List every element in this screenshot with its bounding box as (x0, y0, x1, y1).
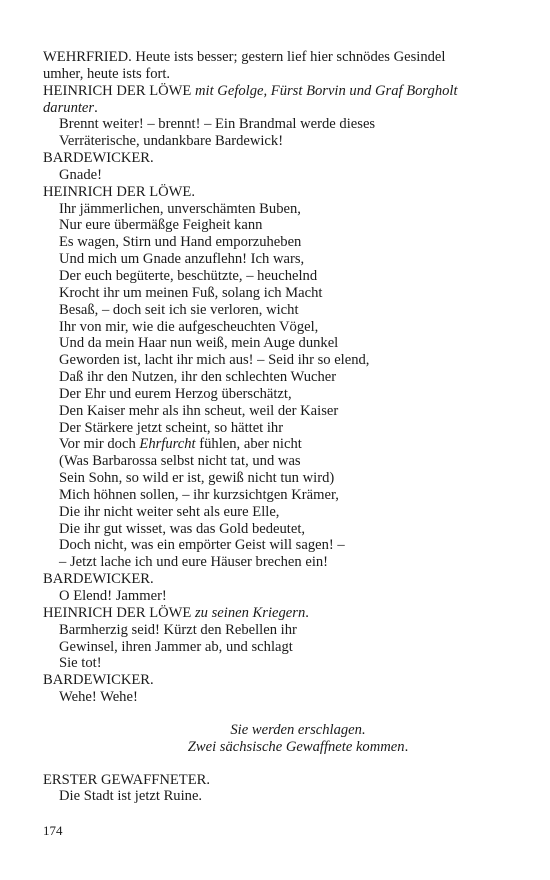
text-run: Vor mir doch (59, 436, 140, 453)
text-run: Daß ihr den Nutzen, ihr den schlechten Wucher (59, 369, 337, 386)
text-line (43, 403, 513, 420)
text-run: BARDEWICKER. (43, 672, 154, 689)
text-run: Verräterische, undankbare Bardewick! (59, 133, 284, 150)
text-line (43, 352, 513, 369)
text-line (43, 335, 513, 352)
text-line (43, 302, 513, 319)
text-run: . (94, 99, 98, 116)
text-run: Gnade! (59, 166, 102, 183)
text-run: Krocht ihr um meinen Fuß, solang ich Macht (59, 284, 323, 301)
text-line (43, 217, 513, 234)
stage-direction-line (43, 722, 513, 739)
text-line (43, 66, 513, 83)
text-run: Und da mein Haar nun weiß, mein Auge dunkel (59, 335, 339, 352)
text-line (43, 537, 513, 554)
text-line (43, 470, 513, 487)
text-run: Und mich um Gnade anzuflehn! Ich wars, (59, 251, 305, 268)
text-run: Die Stadt ist jetzt Ruine. (59, 788, 203, 805)
text-run: Die ihr gut wisset, was das Gold bedeutet, (59, 520, 306, 537)
text-run: Besaß, – doch seit ich sie verloren, wicht (59, 301, 299, 318)
text-run: HEINRICH DER LÖWE. (43, 183, 195, 200)
text-line (43, 386, 513, 403)
text-run: BARDEWICKER. (43, 150, 154, 167)
text-line (43, 487, 513, 504)
text-run: Der euch begüterte, beschützte, – heuchelnd (59, 267, 318, 284)
text-line (43, 639, 513, 656)
text-line (43, 622, 513, 639)
text-line (43, 571, 513, 588)
text-line (43, 689, 513, 706)
text-line (43, 150, 513, 167)
text-line (43, 521, 513, 538)
text-run: – Jetzt lache ich und eure Häuser brechen ein! (59, 554, 329, 571)
text-run: Doch nicht, was ein empörter Geist will sagen! – (59, 537, 345, 554)
text-run: ERSTER GEWAFFNETER. (43, 771, 211, 788)
text-line (43, 588, 513, 605)
text-run: fühlen, aber nicht (195, 436, 302, 453)
text-line (43, 201, 513, 218)
text-run: Den Kaiser mehr als ihn scheut, weil der Kaiser (59, 402, 339, 419)
italic-text: Sie werden erschlagen. (230, 721, 366, 738)
italic-text: zu seinen Kriegern (195, 604, 306, 621)
text-line (43, 788, 513, 805)
text-run: Barmherzig seid! Kürzt den Rebellen ihr (59, 621, 297, 638)
text-run: Es wagen, Stirn und Hand emporzuheben (59, 234, 302, 251)
text-run: . (305, 604, 309, 621)
text-line (43, 319, 513, 336)
text-run: Geworden ist, lacht ihr mich aus! – Seid ihr so elend, (59, 352, 370, 369)
text-line (43, 268, 513, 285)
text-run: Ihr von mir, wie die aufgescheuchten Vögel, (59, 318, 319, 335)
text-line (43, 133, 513, 150)
text-run: HEINRICH DER LÖWE (43, 82, 195, 99)
text-run: Die ihr nicht weiter seht als eure Elle, (59, 503, 280, 520)
text-run: BARDEWICKER. (43, 571, 154, 588)
text-line (43, 554, 513, 571)
text-line (43, 605, 513, 622)
stanza-gap (43, 756, 513, 772)
italic-text: darunter (43, 99, 95, 116)
text-line (43, 49, 513, 66)
text-line (43, 672, 513, 689)
text-line (43, 184, 513, 201)
text-run: (Was Barbarossa selbst nicht tat, und was (59, 453, 301, 470)
page-number: 174 (43, 823, 63, 838)
text-run: Sie tot! (59, 655, 102, 672)
text-run: umher, heute ists fort. (43, 65, 171, 82)
italic-text: mit Gefolge, Fürst Borvin und Graf Borgholt (195, 82, 458, 99)
text-run: . (404, 738, 409, 755)
text-run: WEHRFRIED. Heute ists besser; gestern lief hier schnödes Gesindel (43, 49, 446, 65)
stage-direction-line (43, 739, 513, 756)
text-line (43, 504, 513, 521)
italic-text: Zwei sächsische Gewaffnete kommen (187, 738, 405, 755)
text-line (43, 167, 513, 184)
text-line (43, 100, 513, 117)
text-run: Gewinsel, ihren Jammer ab, und schlagt (59, 638, 293, 655)
text-line (43, 420, 513, 437)
text-run: HEINRICH DER LÖWE (43, 604, 195, 621)
stanza-gap (43, 706, 513, 722)
text-line (43, 234, 513, 251)
text-line (43, 655, 513, 672)
play-text (43, 49, 513, 805)
text-line (43, 453, 513, 470)
text-run: Sein Sohn, so wild er ist, gewiß nicht tun wird) (59, 470, 335, 487)
text-run: Nur eure übermäßge Feigheit kann (59, 217, 263, 234)
text-line (43, 369, 513, 386)
text-line (43, 772, 513, 789)
text-line (43, 83, 513, 100)
text-line (43, 116, 513, 133)
text-run: O Elend! Jammer! (59, 588, 167, 604)
text-line (43, 251, 513, 268)
italic-text: Ehrfurcht (139, 436, 196, 453)
text-run: Der Ehr und eurem Herzog überschätzt, (59, 385, 292, 402)
text-run: Der Stärkere jetzt scheint, so hättet ihr (59, 419, 284, 436)
text-run: Ihr jämmerlichen, unverschämten Buben, (59, 200, 301, 217)
text-run: Mich höhnen sollen, – ihr kurzsichtgen Krämer, (59, 486, 339, 503)
text-run: Wehe! Wehe! (59, 689, 138, 706)
text-line (43, 436, 513, 453)
text-run: Brennt weiter! – brennt! – Ein Brandmal werde dieses (59, 116, 376, 133)
text-line (43, 285, 513, 302)
